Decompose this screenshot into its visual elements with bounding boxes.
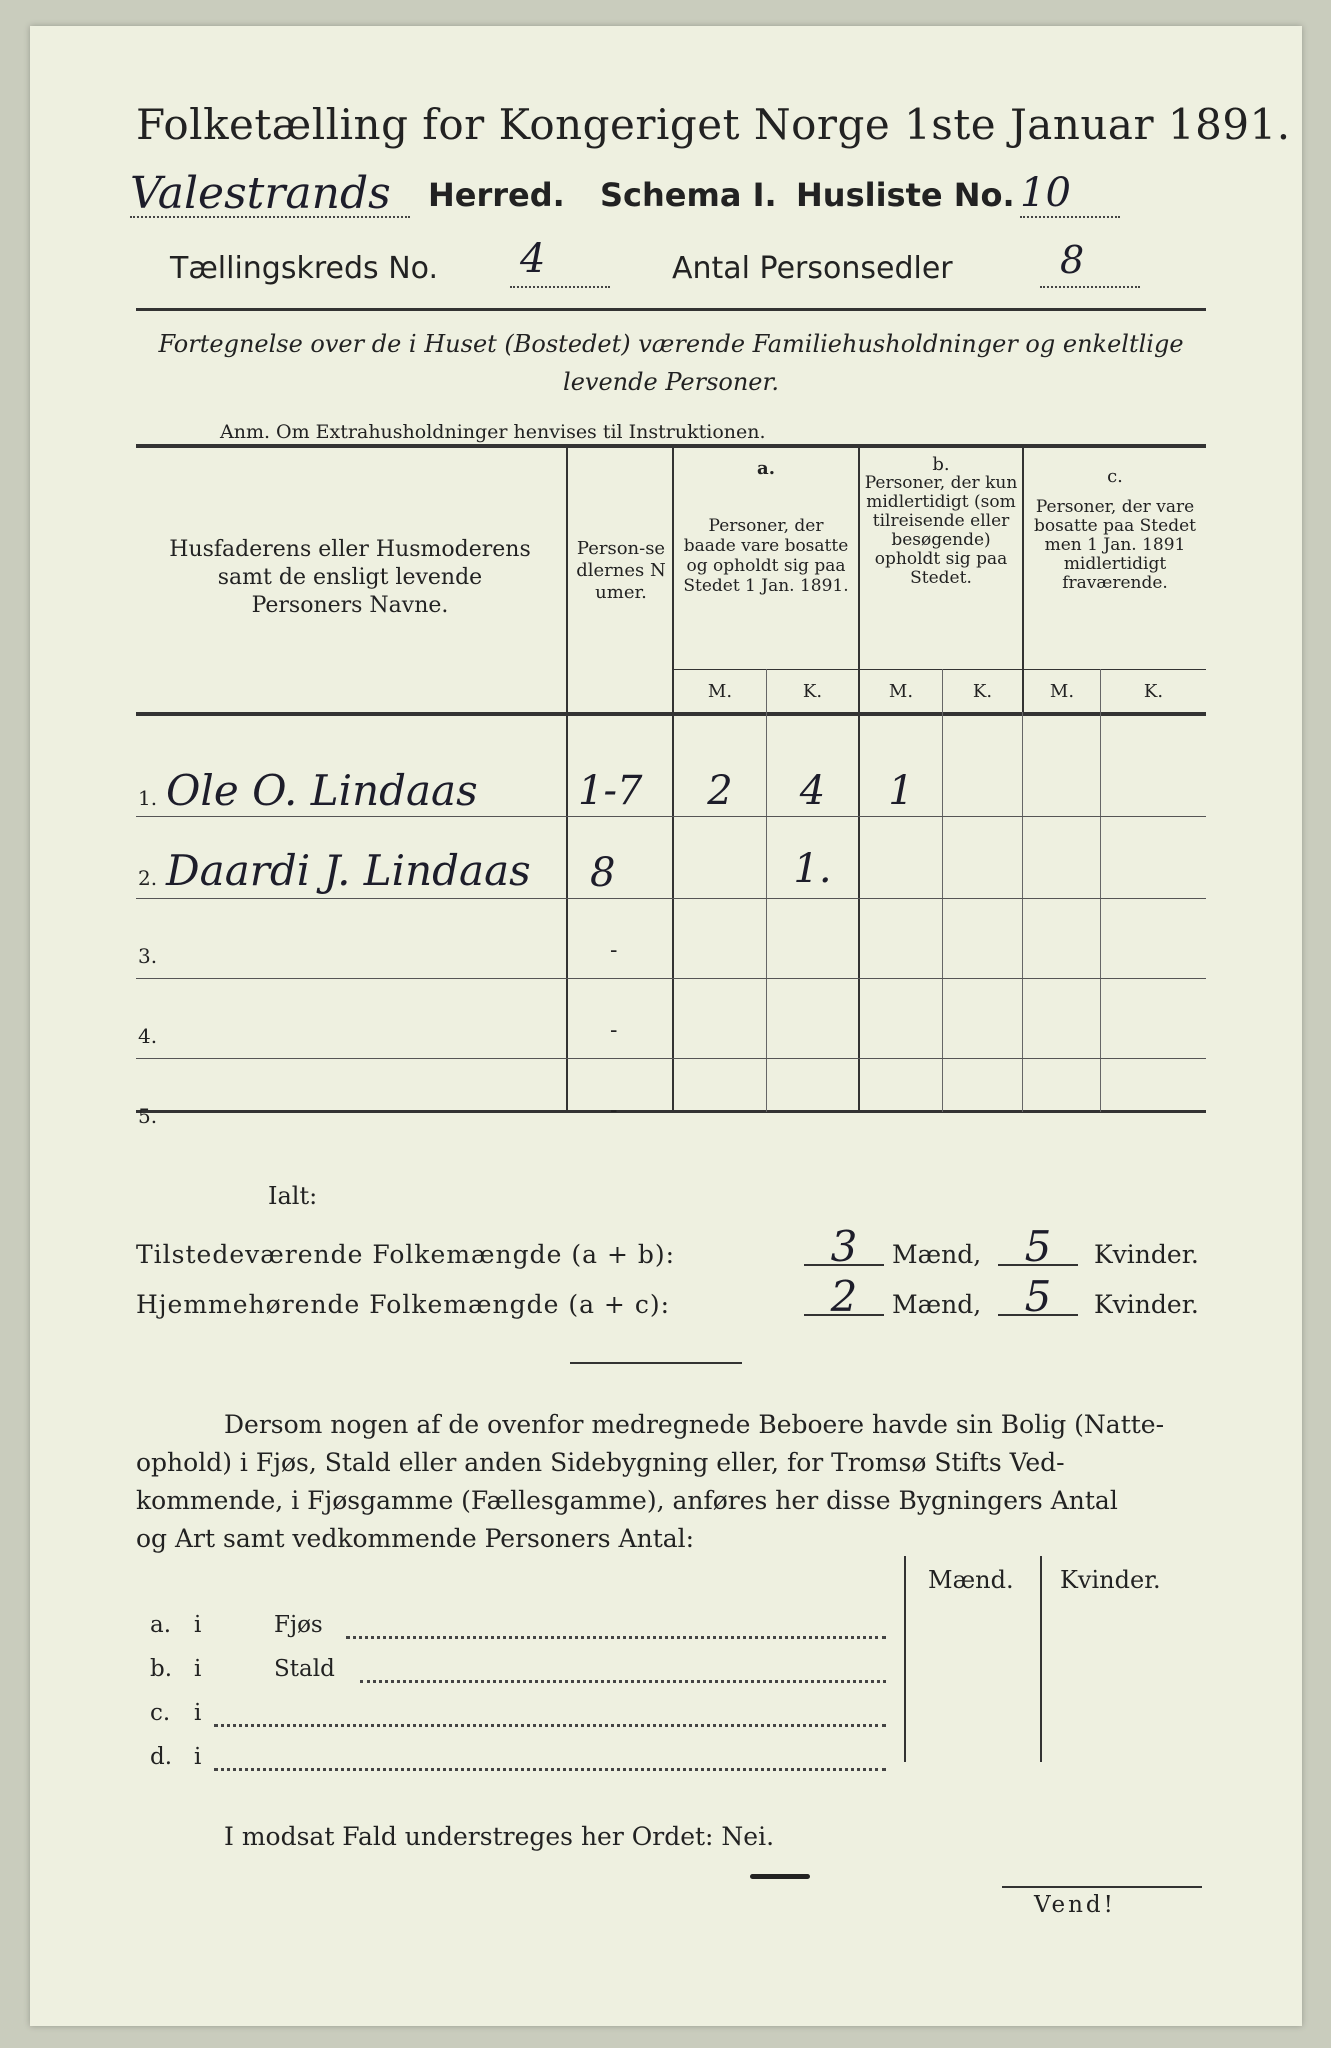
row-sedler: - [610, 938, 618, 963]
buildings-para-line1: Dersom nogen af de ovenfor medregnede Beboere havde sin Bolig (Natte- [224, 1410, 1165, 1439]
buildings-para-line3: kommende, i Fjøsgamme (Fællesgamme), anføres her disse Bygningers Antal [136, 1486, 1118, 1515]
kvinder-label-2: Kvinder. [1094, 1290, 1199, 1319]
row-number: 5. [138, 1104, 158, 1128]
vend-label: Vend! [1034, 1892, 1116, 1918]
col-name-header: Husfaderens eller Husmoderens samt de ensligt levende Personers Navne. [169, 537, 531, 618]
intro-line2: levende Personer. [563, 368, 779, 396]
table-top-rule [136, 444, 1206, 448]
col-b-letter: b. [932, 454, 950, 475]
building-label: Fjøs [274, 1612, 323, 1638]
building-item [150, 1700, 900, 1734]
buildings-vline-1 [904, 1556, 906, 1762]
col-a-header: Personer, der baade vare bosatte og opholdt sig paa Stedet 1 Jan. 1891. [683, 516, 849, 596]
building-letter: a. [150, 1612, 172, 1638]
row-number: 1. [138, 786, 158, 810]
col-b-header: Personer, der kun midlertidigt (som tilreisende eller besøgende) opholdt sig paa Stedet. [864, 473, 1018, 588]
husliste-dots [1020, 216, 1120, 218]
building-prep: i [194, 1700, 202, 1726]
anm-note: Anm. Om Extrahusholdninger henvises til Instruktionen. [220, 421, 766, 443]
antal-value: 8 [1060, 238, 1085, 282]
row-name: Ole O. Lindaas [166, 766, 478, 815]
col-c-header: Personer, der vare bosatte paa Stedet men 1 Jan. 1891 midlertidigt fraværende. [1034, 497, 1196, 593]
total-line-2 [136, 1272, 1206, 1328]
line2-kvinder-underline [998, 1314, 1078, 1316]
antal-label: Antal Personsedler [672, 251, 953, 286]
nei-line: I modsat Fald understreges her Ordet: Nei. [224, 1822, 775, 1851]
buildings-kvinder-header: Kvinder. [1060, 1566, 1161, 1594]
col-c-letter: c. [1107, 466, 1123, 487]
col-a-letter: a. [757, 458, 775, 479]
mk-rule [672, 669, 1206, 670]
row-sedler: 1-7 [578, 768, 643, 814]
row-b-m: 1 [888, 768, 914, 814]
row-a-m: 2 [707, 768, 733, 814]
form-title: Folketælling for Kongeriget Norge 1ste Januar 1891. [136, 100, 1291, 149]
building-letter: c. [150, 1700, 171, 1726]
vline-num [566, 446, 568, 1112]
husliste-value: 10 [1020, 170, 1071, 216]
line1-kvinder-underline [998, 1264, 1078, 1266]
kreds-value: 4 [520, 236, 546, 282]
buildings-para-line4: og Art samt vedkommende Personers Antal: [136, 1524, 695, 1553]
row-name: Daardi J. Lindaas [166, 846, 531, 895]
total-line2-maend: 2 [830, 1272, 858, 1321]
building-prep: i [194, 1612, 202, 1638]
maend-label-1: Mænd, [892, 1240, 982, 1269]
building-item [150, 1612, 900, 1646]
census-form [30, 26, 1302, 2026]
row-line-4 [136, 1058, 1206, 1059]
nei-underline [750, 1874, 810, 1879]
buildings-para-line2: ophold) i Fjøs, Stald eller anden Sidebygning eller, for Tromsø Stifts Ved- [136, 1448, 1065, 1477]
building-prep: i [194, 1656, 202, 1682]
vline-c-mk [1100, 669, 1101, 1112]
total-line2-label: Hjemmehørende Folkemængde (a + c): [136, 1290, 670, 1319]
header-rule [136, 308, 1206, 311]
row-number: 3. [138, 944, 158, 968]
row-a-k: 1. [793, 846, 832, 892]
building-label: Stald [274, 1656, 335, 1682]
table-header-rule [136, 712, 1206, 716]
vline-c-body [1022, 712, 1023, 1112]
kreds-label: Tællingskreds No. [170, 251, 438, 286]
row-number: 4. [138, 1024, 158, 1048]
total-line1-maend: 3 [830, 1222, 858, 1271]
ialt-label: Ialt: [268, 1182, 318, 1210]
row-line-1 [136, 816, 1206, 817]
a-k-label: K. [802, 681, 823, 702]
antal-dots [1040, 286, 1140, 288]
line2-maend-underline [804, 1314, 884, 1316]
c-m-label: M. [1049, 681, 1075, 702]
building-letter: d. [150, 1744, 173, 1770]
building-dots [214, 1724, 886, 1727]
building-dots [214, 1768, 886, 1771]
buildings-vline-2 [1040, 1556, 1042, 1762]
col-num-header: Person-sedlernes Numer. [576, 538, 666, 603]
herred-dots [130, 216, 410, 218]
b-m-label: M. [888, 681, 914, 702]
kvinder-label-1: Kvinder. [1094, 1240, 1199, 1269]
table-bottom-rule [136, 1110, 1206, 1113]
row-a-k: 4 [799, 768, 826, 814]
row-line-3 [136, 978, 1206, 979]
buildings-maend-header: Mænd. [928, 1566, 1014, 1594]
building-letter: b. [150, 1656, 173, 1682]
a-m-label: M. [707, 681, 733, 702]
building-item [150, 1744, 900, 1778]
building-item [150, 1656, 900, 1690]
vend-rule [1002, 1886, 1202, 1888]
herred-line [130, 168, 1210, 226]
row-line-2 [136, 898, 1206, 899]
line1-maend-underline [804, 1264, 884, 1266]
totals-divider [570, 1362, 742, 1364]
row-sedler: 8 [590, 850, 616, 896]
herred-value: Valestrands [130, 168, 391, 219]
husliste-label: Husliste No. [796, 176, 1015, 214]
c-k-label: K. [1143, 681, 1164, 702]
building-dots [360, 1680, 886, 1683]
b-k-label: K. [972, 681, 993, 702]
row-sedler: - [610, 1098, 618, 1123]
maend-label-2: Mænd, [892, 1290, 982, 1319]
total-line2-kvinder: 5 [1024, 1272, 1052, 1321]
kreds-dots [510, 286, 610, 288]
total-line1-kvinder: 5 [1024, 1222, 1052, 1271]
schema-label: Schema I. [600, 176, 777, 214]
row-number: 2. [138, 866, 158, 890]
herred-label: Herred. [428, 176, 565, 214]
building-dots [346, 1636, 886, 1639]
intro-line1: Fortegnelse over de i Huset (Bostedet) værende Familiehusholdninger og enkeltlige [158, 330, 1184, 358]
row-sedler: - [610, 1018, 618, 1043]
building-prep: i [194, 1744, 202, 1770]
vline-b-mk [942, 669, 943, 1112]
total-line1-label: Tilstedeværende Folkemængde (a + b): [136, 1240, 676, 1269]
